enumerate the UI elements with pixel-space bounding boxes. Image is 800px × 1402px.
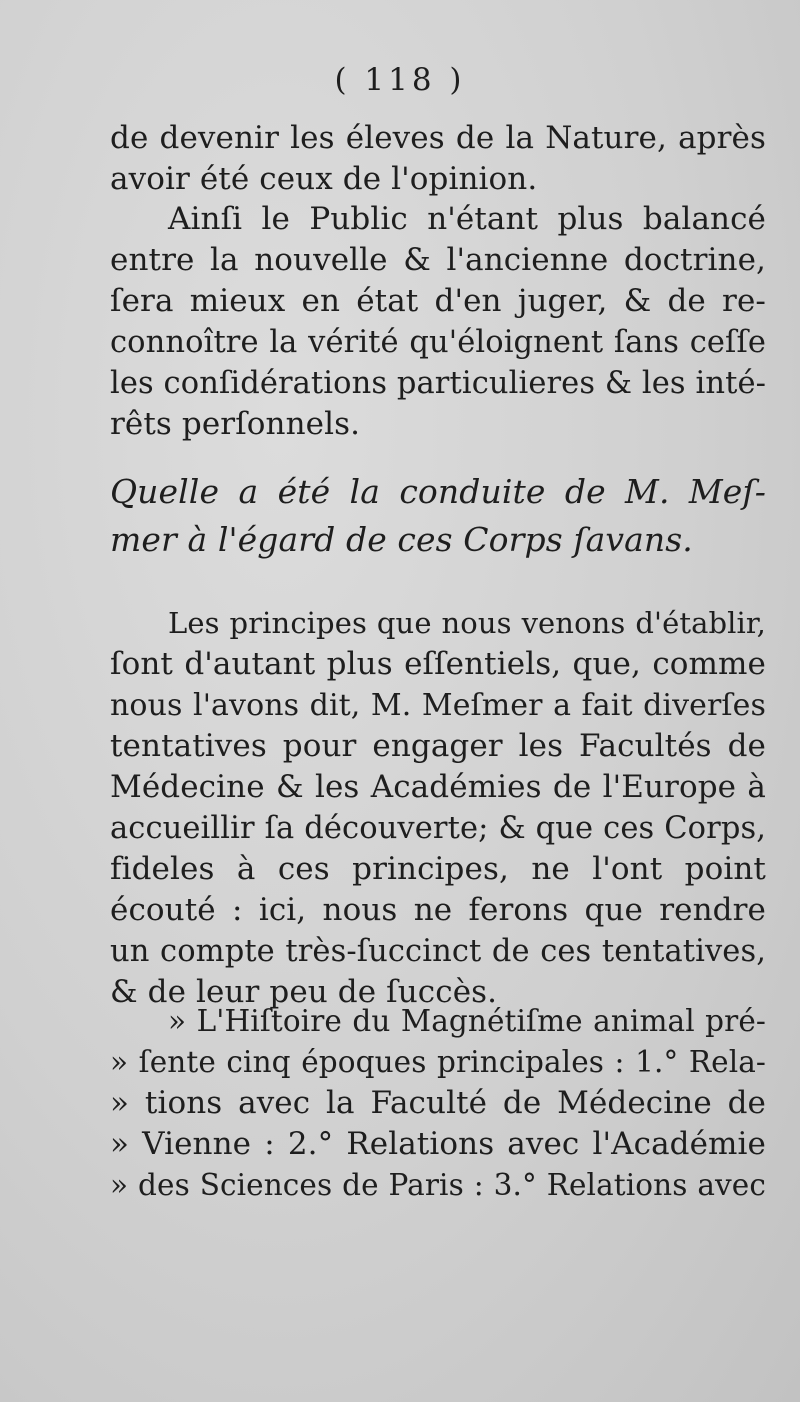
paragraph-principes xyxy=(110,603,766,1013)
section-heading xyxy=(110,468,766,564)
text-line: » L'Hiſtoire du Magnétiſme animal pré- xyxy=(168,1004,766,1038)
text-line: Médecine & les Académies de l'Europe à xyxy=(110,769,766,805)
text-line: ſera mieux en état d'en juger, & de re- xyxy=(110,283,766,319)
text-line: accueillir ſa découverte; & que ces Corps, xyxy=(110,811,766,846)
text-line: entre la nouvelle & l'ancienne doctrine, xyxy=(110,242,766,278)
paragraph-ainsi xyxy=(110,199,766,445)
text-line: avoir été ceux de l'opinion. xyxy=(110,161,538,197)
text-line: Ainſi le Public n'étant plus balancé xyxy=(168,201,766,237)
text-line: rêts perſonnels. xyxy=(110,406,361,442)
text-line: Les principes que nous venons d'établir, xyxy=(168,606,766,640)
page-number: ( 118 ) xyxy=(334,62,466,98)
text-line: les conſidérations particulieres & les inté- xyxy=(110,366,766,401)
heading-line: Quelle a été la conduite de M. Meſ- xyxy=(110,472,766,511)
text-line: fideles à ces principes, ne l'ont point xyxy=(110,851,766,887)
text-line: tentatives pour engager les Facultés de xyxy=(110,728,766,764)
text-line: nous l'avons dit, M. Meſmer a fait diverſes xyxy=(110,688,766,723)
paragraph-quotation xyxy=(110,1001,766,1206)
text-line: un compte très-ſuccinct de ces tentatives, xyxy=(110,934,766,969)
text-line: écouté : ici, nous ne ferons que rendre xyxy=(110,892,766,928)
text-line: connoître la vérité qu'éloignent ſans ceſſe xyxy=(110,325,766,360)
text-line: ſont d'autant plus eſſentiels, que, comme xyxy=(110,646,766,682)
paragraph-continuation xyxy=(110,118,766,200)
text-line: & de leur peu de ſuccès. xyxy=(110,974,498,1010)
text-line: de devenir les éleves de la Nature, après xyxy=(110,120,766,156)
heading-line: mer à l'égard de ces Corps ſavans. xyxy=(110,520,693,559)
text-line: » tions avec la Faculté de Médecine de xyxy=(110,1085,766,1121)
text-line: » des Sciences de Paris : 3.° Relations avec xyxy=(110,1168,766,1202)
text-line: » Vienne : 2.° Relations avec l'Académie xyxy=(110,1126,766,1162)
text-line: » ſente cinq époques principales : 1.° Rela- xyxy=(110,1045,766,1079)
